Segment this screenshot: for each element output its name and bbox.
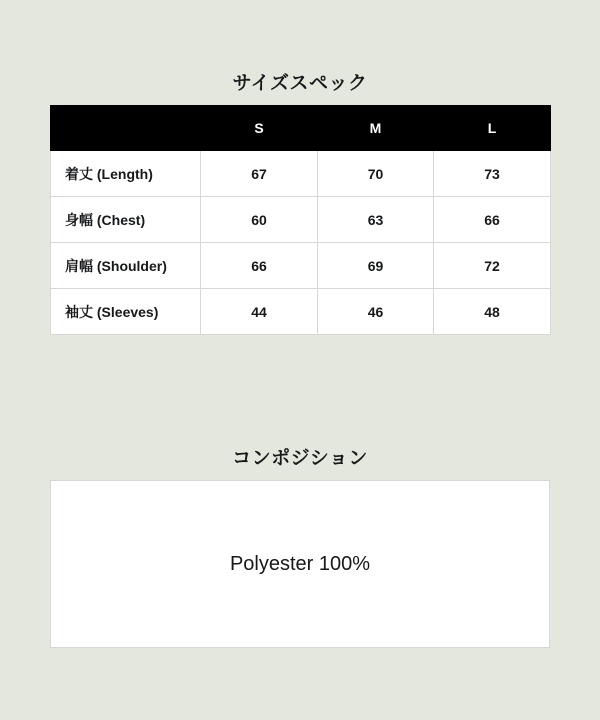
size-spec-title: サイズスペック <box>232 73 368 94</box>
row-label-length: 着丈 (Length) <box>51 151 201 197</box>
table-header <box>51 106 551 151</box>
table-row <box>51 151 551 197</box>
table-row <box>51 197 551 243</box>
composition-title: コンポジション <box>232 448 368 469</box>
table-header-size-m: M <box>318 106 434 151</box>
cell-shoulder-m: 69 <box>318 243 434 289</box>
size-spec-table <box>50 105 551 335</box>
composition-panel <box>50 480 550 648</box>
cell-length-l: 73 <box>434 151 551 197</box>
row-label-shoulder: 肩幅 (Shoulder) <box>51 243 201 289</box>
row-label-sleeves: 袖丈 (Sleeves) <box>51 289 201 335</box>
cell-length-m: 70 <box>318 151 434 197</box>
cell-chest-m: 63 <box>318 197 434 243</box>
cell-shoulder-s: 66 <box>201 243 318 289</box>
size-spec-table-wrapper <box>50 105 550 335</box>
cell-shoulder-l: 72 <box>434 243 551 289</box>
table-row <box>51 289 551 335</box>
cell-length-s: 67 <box>201 151 318 197</box>
cell-sleeves-s: 44 <box>201 289 318 335</box>
table-header-row <box>51 106 551 151</box>
table-header-size-l: L <box>434 106 551 151</box>
cell-sleeves-m: 46 <box>318 289 434 335</box>
composition-value: Polyester 100% <box>229 552 371 575</box>
table-header-corner <box>51 106 201 151</box>
row-label-chest: 身幅 (Chest) <box>51 197 201 243</box>
cell-chest-l: 66 <box>434 197 551 243</box>
cell-chest-s: 60 <box>201 197 318 243</box>
table-row <box>51 243 551 289</box>
table-header-size-s: S <box>201 106 318 151</box>
cell-sleeves-l: 48 <box>434 289 551 335</box>
table-body <box>51 151 551 335</box>
